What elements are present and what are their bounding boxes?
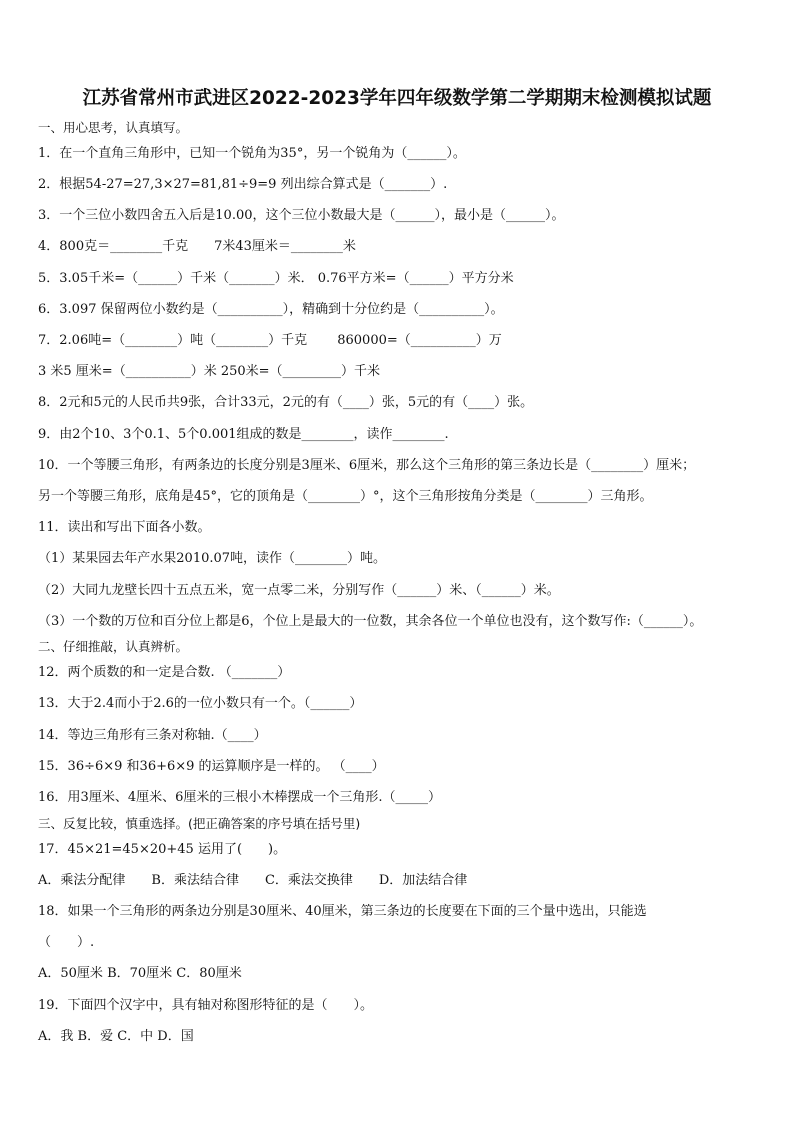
question-18-continued: （ ）. xyxy=(38,935,95,950)
question-19: 19．下面四个汉字中，具有轴对称图形特征的是（ ）。 xyxy=(38,998,374,1013)
question-11: 11．读出和写出下面各小数。 xyxy=(38,520,211,535)
question-2: 2．根据54-27=27,3×27=81,81÷9=9 列出综合算式是（_______）. xyxy=(38,177,448,192)
question-6: 6．3.097 保留两位小数约是（__________），精确到十分位约是（__________）。 xyxy=(38,302,504,317)
question-5: 5．3.05千米=（______）千米（_______）米． 0.76平方米=（______）平方分米 xyxy=(38,271,514,286)
page-title: 江苏省常州市武进区2022-2023学年四年级数学第二学期期末检测模拟试题 xyxy=(82,88,712,109)
section-1-heading: 一、用心思考，认真填写。 xyxy=(38,120,189,135)
question-13: 13．大于2.4而小于2.6的一位小数只有一个。（______） xyxy=(38,696,363,711)
question-14: 14．等边三角形有三条对称轴.（____） xyxy=(38,728,267,743)
question-17-options: A．乘法分配律 B．乘法结合律 C．乘法交换律 D．加法结合律 xyxy=(38,873,468,888)
question-15: 15．36÷6×9 和36+6×9 的运算顺序是一样的。 （____） xyxy=(38,759,385,774)
question-11-part-3: （3）一个数的万位和百分位上都是6，个位上是最大的一位数，其余各位一个单位也没有，这个数写作:（______）。 xyxy=(38,614,703,629)
question-3: 3．一个三位小数四舍五入后是10.00，这个三位小数最大是（______），最小是（______）。 xyxy=(38,208,565,223)
section-3-heading: 三、反复比较，慎重选择。(把正确答案的序号填在括号里) xyxy=(38,816,361,831)
question-10-line-2: 另一个等腰三角形，底角是45°，它的顶角是（________）°，这个三角形按角分类是（________）三角形。 xyxy=(38,489,653,504)
question-7: 7．2.06吨=（________）吨（________）千克 860000=（__________）万 xyxy=(38,333,502,348)
question-17: 17．45×21=45×20+45 运用了( )。 xyxy=(38,842,287,857)
question-7-continued: 3 米5 厘米=（__________）米 250米=（_________）千米 xyxy=(38,364,381,379)
question-8: 8．2元和5元的人民币共9张，合计33元，2元的有（____）张，5元的有（____）张。 xyxy=(38,395,534,410)
question-16: 16．用3厘米、4厘米、6厘米的三根小木棒摆成一个三角形.（_____） xyxy=(38,790,441,805)
question-19-options: A．我 B．爱 C．中 D．国 xyxy=(38,1029,194,1044)
question-18-options: A．50厘米 B．70厘米 C．80厘米 xyxy=(38,966,242,981)
question-18: 18．如果一个三角形的两条边分别是30厘米、40厘米，第三条边的长度要在下面的三个量中选出，只能选 xyxy=(38,904,647,919)
question-11-part-1: （1）某果园去年产水果2010.07吨，读作（________）吨。 xyxy=(38,551,387,566)
question-4: 4．800克＝________千克 7米43厘米＝________米 xyxy=(38,239,356,254)
question-12: 12．两个质数的和一定是合数. （_______） xyxy=(38,665,291,680)
question-11-part-2: （2）大同九龙壁长四十五点五米，宽一点零二米，分别写作（______）米、（______）米。 xyxy=(38,583,560,598)
question-10-line-1: 10．一个等腰三角形，有两条边的长度分别是3厘米、6厘米，那么这个三角形的第三条边长是（________）厘米； xyxy=(38,458,696,473)
section-2-heading: 二、仔细推敲，认真辨析。 xyxy=(38,639,189,654)
question-9: 9．由2个10、3个0.1、5个0.001组成的数是________，读作________. xyxy=(38,427,449,442)
question-1: 1．在一个直角三角形中，已知一个锐角为35°，另一个锐角为（______）。 xyxy=(38,146,466,161)
